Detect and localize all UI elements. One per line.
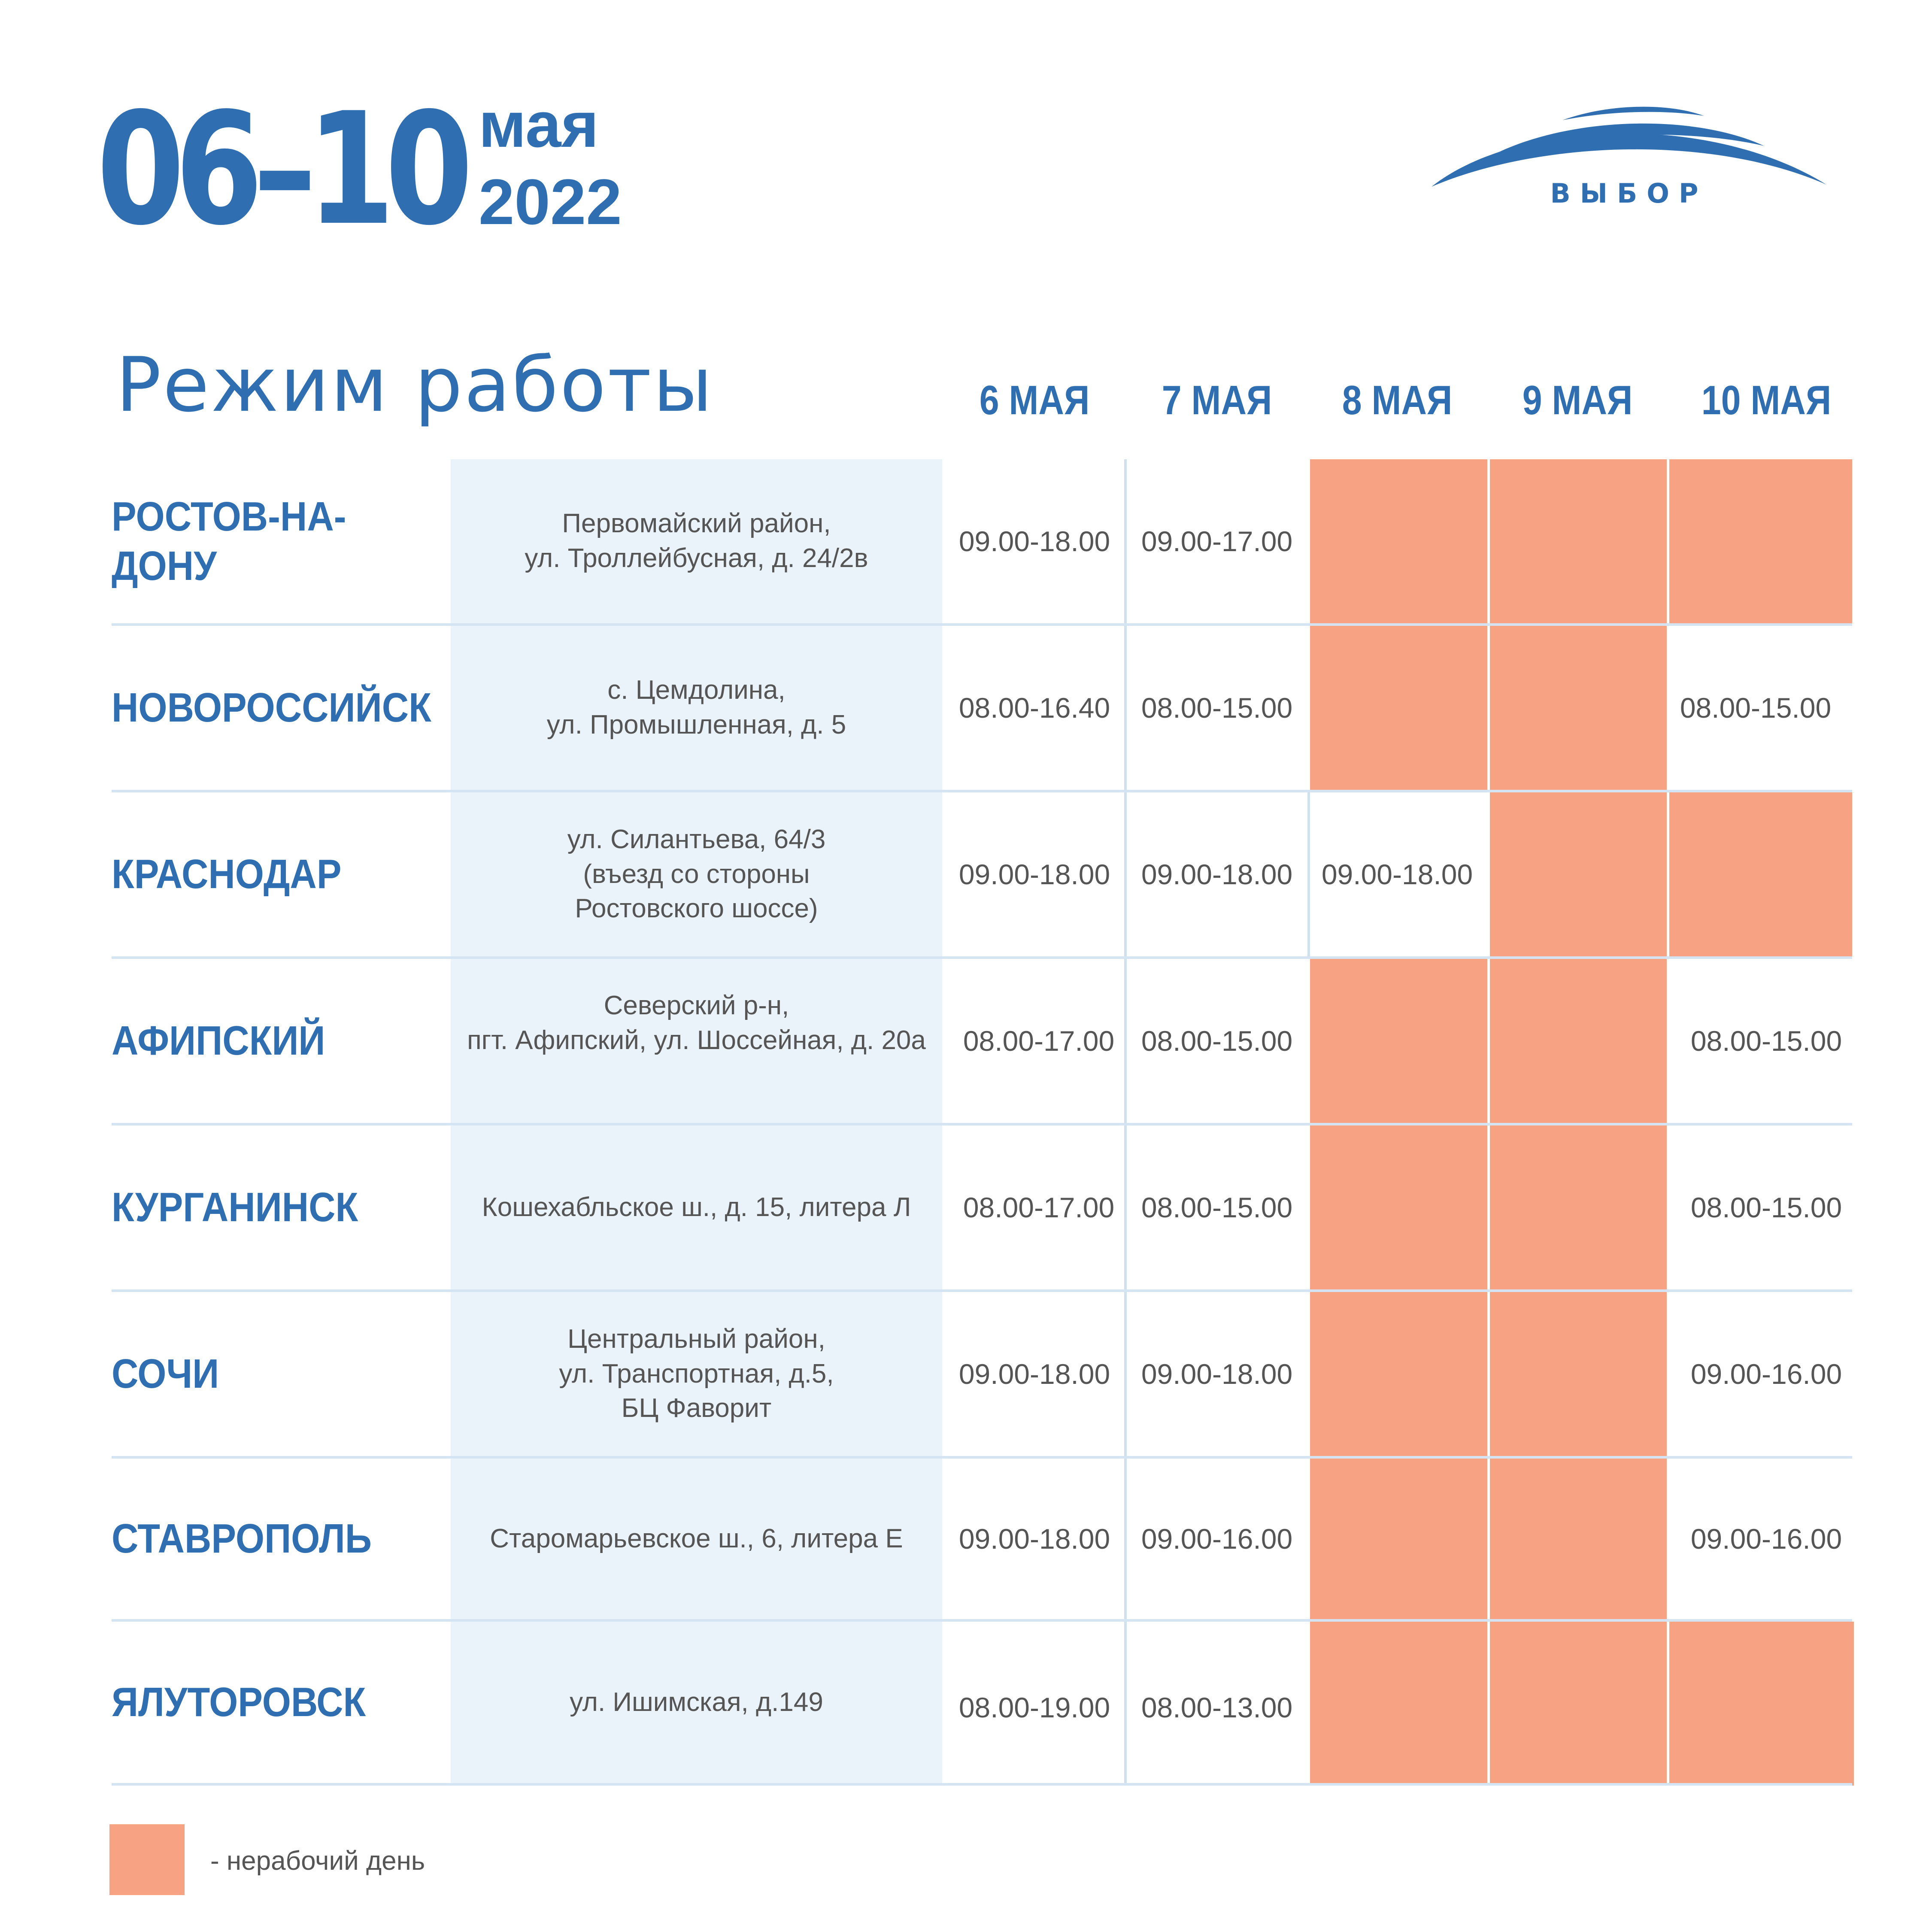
legend-swatch: [109, 1824, 185, 1895]
day-off-cell: [1490, 459, 1667, 623]
address-line: Центральный район,: [567, 1324, 825, 1354]
address-afipsky: [451, 959, 942, 1088]
hours-cell: 09.00-18.00: [958, 1358, 1110, 1390]
hours-cell: 09.00-16.00: [1690, 1358, 1842, 1390]
hours-cell: 08.00-13.00: [1141, 1692, 1293, 1723]
hours-cell: 08.00-15.00: [1680, 692, 1832, 724]
hours-cell: 08.00-17.00: [963, 1192, 1115, 1223]
day-off-cell: [1310, 1459, 1487, 1619]
hours-cell: 09.00-18.00: [1321, 858, 1473, 890]
hours-cell: 08.00-19.00: [958, 1692, 1110, 1723]
day-off-cell: [1669, 1622, 1854, 1786]
day-off-cell: [1490, 959, 1667, 1123]
day-off-cell: [1310, 459, 1487, 623]
hours-cell: 09.00-18.00: [958, 858, 1110, 890]
day-off-cell: [1310, 626, 1487, 790]
day-header-6: 6 МАЯ: [979, 377, 1090, 423]
city-rostov: [112, 459, 405, 623]
address-line: ул. Силантьева, 64/3: [567, 825, 826, 855]
city-name-line: ДОНУ: [112, 543, 217, 589]
address-yalutorovsk: [451, 1622, 942, 1783]
address-line: с. Цемдолина,: [607, 675, 786, 705]
city-krasnodar: КРАСНОДАР: [112, 851, 342, 898]
date-year: 2022: [479, 166, 622, 238]
address-line: ул. Транспортная, д.5,: [559, 1359, 834, 1389]
address-line: Старомарьевское ш., 6, литера Е: [490, 1523, 903, 1553]
hours-cell: 08.00-17.00: [963, 1025, 1115, 1057]
day-off-cell: [1490, 1125, 1667, 1289]
logo-text: ВЫБОР: [1550, 178, 1708, 209]
day-off-cell: [1490, 1292, 1667, 1456]
address-line: пгт. Афипский, ул. Шоссейная, д. 20а: [467, 1025, 926, 1055]
address-sochi: [451, 1292, 942, 1456]
day-off-cell: [1669, 459, 1852, 623]
hours-cell: 09.00-18.00: [958, 1523, 1110, 1555]
day-off-cell: [1490, 792, 1667, 956]
hours-cell: 09.00-17.00: [1141, 525, 1293, 557]
hours-cell: 09.00-18.00: [958, 525, 1110, 557]
day-header-10: 10 МАЯ: [1701, 377, 1832, 423]
day-off-cell: [1310, 1125, 1487, 1289]
day-header-8: 8 МАЯ: [1342, 377, 1453, 423]
date-range: 06–10: [97, 79, 464, 259]
hours-cell: 08.00-15.00: [1690, 1025, 1842, 1057]
day-header-9: 9 МАЯ: [1522, 377, 1633, 423]
day-off-cell: [1310, 1292, 1487, 1456]
legend-text: - нерабочий день: [210, 1846, 425, 1876]
address-kurganinsk: [451, 1125, 942, 1289]
city-stavropol: СТАВРОПОЛЬ: [112, 1516, 372, 1562]
city-kurganinsk: КУРГАНИНСК: [112, 1184, 358, 1231]
city-novorossiysk: НОВОРОССИЙСК: [112, 685, 431, 731]
date-month: мая: [479, 88, 599, 161]
address-novorossiysk: [451, 626, 942, 790]
address-line: Первомайский район,: [562, 509, 831, 539]
hours-cell: 09.00-16.00: [1690, 1523, 1842, 1555]
day-off-cell: [1669, 792, 1852, 956]
address-line: ул. Троллейбусная, д. 24/2в: [525, 543, 868, 573]
address-krasnodar: [451, 792, 942, 956]
city-afipsky: АФИПСКИЙ: [112, 1018, 325, 1064]
city-sochi: СОЧИ: [112, 1351, 219, 1397]
address-line: Кошехабльское ш., д. 15, литера Л: [482, 1192, 911, 1222]
hours-cell: 09.00-18.00: [1141, 1358, 1293, 1390]
hours-cell: 09.00-16.00: [1141, 1523, 1293, 1555]
day-off-cell: [1490, 1459, 1667, 1619]
address-rostov: [451, 459, 942, 623]
schedule-title: Режим работы: [116, 342, 714, 429]
day-header-7: 7 МАЯ: [1162, 377, 1272, 423]
address-line: ул. Промышленная, д. 5: [546, 710, 846, 740]
day-off-cell: [1310, 1622, 1487, 1786]
hours-cell: 08.00-15.00: [1141, 692, 1293, 724]
address-line: ул. Ишимская, д.149: [570, 1687, 823, 1717]
day-off-cell: [1490, 1622, 1667, 1786]
hours-cell: 08.00-15.00: [1690, 1192, 1842, 1223]
address-stavropol: [451, 1459, 942, 1619]
address-line: БЦ Фаворит: [621, 1393, 772, 1423]
address-line: Северский р-н,: [604, 991, 789, 1021]
city-name-line: РОСТОВ-НА-: [112, 493, 346, 540]
hours-cell: 08.00-15.00: [1141, 1025, 1293, 1057]
day-off-cell: [1490, 626, 1667, 790]
day-off-cell: [1310, 959, 1487, 1123]
hours-cell: 08.00-16.40: [958, 692, 1110, 724]
address-line: (въезд со стороны: [583, 859, 810, 889]
hours-cell: 08.00-15.00: [1141, 1192, 1293, 1223]
address-line: Ростовского шоссе): [575, 894, 818, 924]
city-yalutorovsk: ЯЛУТОРОВСК: [112, 1679, 366, 1726]
hours-cell: 09.00-18.00: [1141, 858, 1293, 890]
